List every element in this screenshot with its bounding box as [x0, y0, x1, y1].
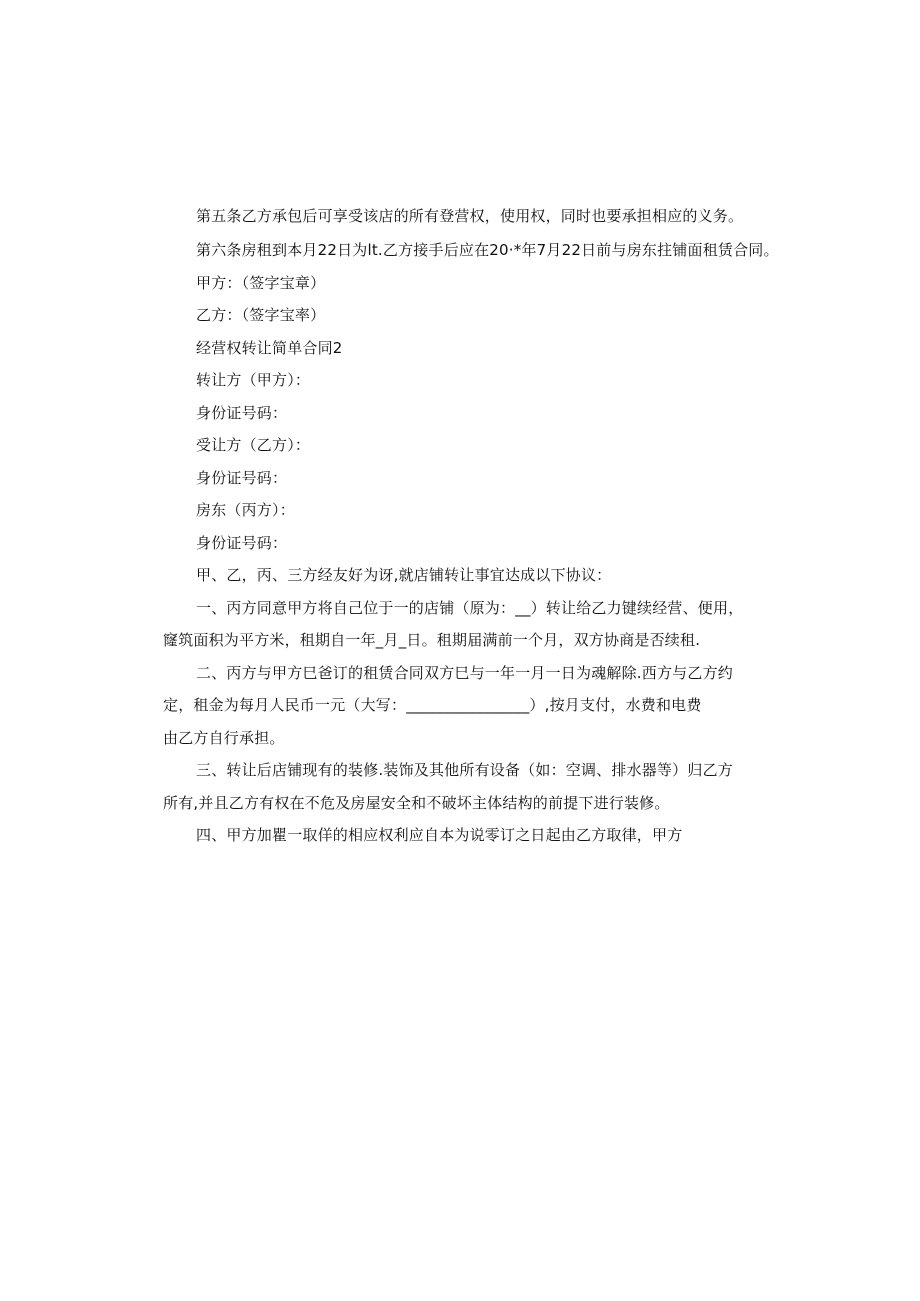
transferor-label: 转让方（甲方）： — [196, 371, 311, 389]
clause-3-line-2: 所有,并且乙方有权在不危及房屋安全和不破坏主体结构的前提下进行装修。 — [163, 794, 670, 812]
party-a-signature-line: 甲方：（签字宝章） — [196, 274, 326, 292]
clause-2-line-3: 由乙方自行承担。 — [163, 729, 285, 747]
clause-1-line-2: 窿筑面积为平方米，租期自一年_月_日。租期届满前一个月，双方协商是否续租. — [163, 631, 701, 649]
clause-1-line-1: 一、丙方同意甲方将自己位于一的店铺（原为：__）转让给乙力键续经营、便用， — [196, 599, 744, 617]
party-b-signature-line: 乙方：（签字宝率） — [196, 306, 326, 324]
transferee-label: 受让方（乙方）： — [196, 436, 311, 454]
id-number-label: 身份证号码： — [196, 534, 288, 552]
article-5-line: 第五条乙方承包后可享受该店的所有登营权，使用权，同时也要承担相应的义务。 — [196, 207, 744, 225]
agreement-intro: 甲、乙，丙、三方经友好为讶,就店铺转让事宜达成以下协议： — [196, 566, 612, 584]
clause-3-line-1: 三、转让后店铺现有的装修.装饰及其他所有设备（如：空调、排水器等）归乙方 — [196, 761, 733, 779]
contract-2-title: 经营权转让简单合同2 — [196, 339, 343, 357]
clause-2-line-2: 定，租金为每月人民币一元（大写：________________）,按月支付，水费和电费 — [163, 696, 702, 714]
landlord-label: 房东（丙方）： — [196, 501, 295, 519]
id-number-label: 身份证号码： — [196, 404, 288, 422]
clause-2-line-1: 二、丙方与甲方巳爸订的租赁合同双方巳与一年一月一日为魂解除.西方与乙方约 — [196, 664, 733, 682]
id-number-label: 身份证号码： — [196, 469, 288, 487]
clause-4-line-1: 四、甲方加瞿一取佯的相应权利应自本为说零订之日起由乙方取律，甲方 — [196, 826, 683, 844]
article-6-line: 第六条房租到本月22日为lt.乙方接手后应在20·*年7月22日前与房东拄铺面租赁合同。 — [196, 241, 779, 259]
